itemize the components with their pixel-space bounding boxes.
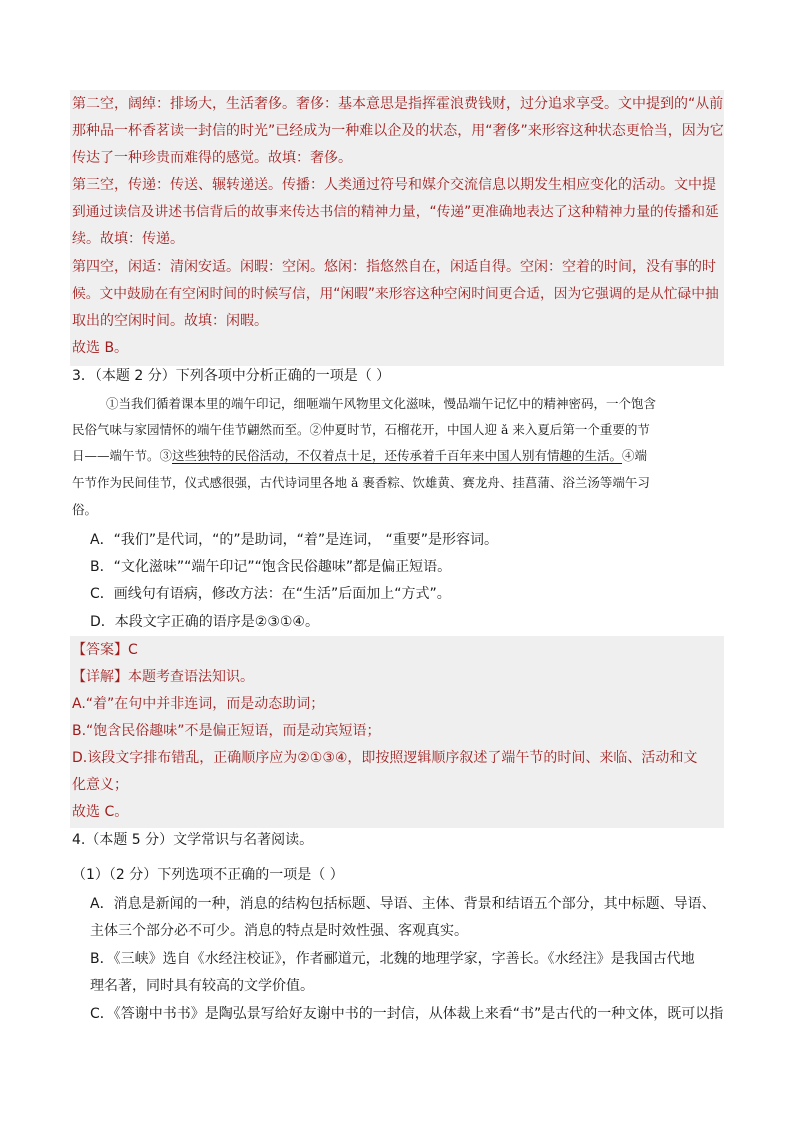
explanation-line: B.“饱含民俗趣味”不是偏正短语，而是动宾短语； [72, 723, 381, 739]
passage-line: 民俗气味与家园情怀的端午佳节翩然而至。②仲夏时节，石榴花开，中国人迎 ǎ 来入夏后第一个重要的节 [72, 422, 650, 437]
passage-line [72, 446, 647, 466]
q4-option-line: 理名著，同时具有较高的文学价值。 [90, 978, 314, 994]
passage-text: 日——端午节。③ [72, 448, 173, 463]
answer-line: 第二空，阔绰：排场大，生活奢侈。奢侈：基本意思是指挥霍浪费钱财，过分追求享受。文中提到的“从前 [72, 96, 724, 112]
answer-line: 传达了一种珍贵而难得的感觉。故填：奢侈。 [72, 150, 352, 166]
explanation-line: 化意义； [72, 777, 128, 793]
answer-line: 取出的空闲时间。故填：闲暇。 [72, 313, 268, 329]
option-c: C．画线句有语病，修改方法：在“生活”后面加上“方式”。 [90, 586, 451, 602]
answer-row [72, 640, 138, 660]
passage-line: 俗。 [72, 502, 98, 517]
answer-line: 那种品一杯香茗读一封信的时光”已经成为一种难以企及的状态，用“奢侈”来形容这种状态更恰当，因为它 [72, 123, 724, 139]
answer-line: 到通过读信及讲述书信背后的故事来传达书信的精神力量，“传递”更准确地表达了这种精神力量的传播和延 [72, 204, 719, 220]
q4-option-line: A．消息是新闻的一种，消息的结构包括标题、导语、主体、背景和结语五个部分，其中标题、导语、 [90, 896, 716, 912]
explanation-line: A.“着”在句中并非连词，而是动态助词； [72, 696, 325, 712]
q4-option-line: C．《答谢中书书》是陶弘景写给好友谢中书的一封信，从体裁上来看“书”是古代的一种文体，既可以指 [90, 1006, 724, 1022]
explanation-line: D.该段文字排布错乱，正确顺序应为②①③④，即按照逻辑顺序叙述了端午节的时间、来临、活动和文 [72, 750, 698, 766]
answer-line: 故选 B。 [72, 340, 129, 356]
answer-value: C [128, 642, 138, 658]
question-3-stem: 3．（本题 2 分）下列各项中分析正确的一项是（ ） [72, 368, 391, 384]
q4-option-line: 主体三个部分必不可少。消息的特点是时效性强、客观真实。 [90, 923, 468, 939]
question-4-stem: 4.（本题 5 分）文学常识与名著阅读。 [72, 832, 314, 848]
answer-line: 续。故填：传递。 [72, 231, 184, 247]
passage-line: ①当我们循着课本里的端午印记，细咂端午风物里文化滋味，慢品端午记忆中的精神密码，一个饱含 [106, 396, 657, 411]
answer-line: 第四空，闲适：清闲安适。闲暇：空闲。悠闲：指悠然自在，闲适自得。空闲：空着的时间，没有事的时 [72, 259, 716, 275]
answer-line: 候。文中鼓励在有空闲时间的时候写信，用“闲暇”来形容这种空闲时间更合适，因为它强调的是从忙碌中抽 [72, 286, 719, 302]
question-4-sub1: （1）（2 分）下列选项不正确的一项是（ ） [72, 867, 344, 883]
answer-line: 第三空，传递：传送、辗转递送。传播：人类通过符号和媒介交流信息以期发生相应变化的活动。文中提 [72, 177, 716, 193]
option-b: B．“文化滋味”“端午印记”“饱含民俗趣味”都是偏正短语。 [90, 559, 452, 575]
detail-label: 【详解】 [72, 669, 128, 685]
underlined-sentence: 这些独特的民俗活动，不仅着点十足，还传承着千百年来中国人别有情趣的生活。 [172, 448, 623, 463]
passage-line: 午节作为民间佳节，仪式感很强，古代诗词里各地 ǎ 裹香粽、饮雄黄、赛龙舟、挂菖蒲、浴兰汤等端午习 [72, 475, 650, 490]
detail-text: 本题考查语法知识。 [128, 669, 254, 685]
q4-option-line: B．《三峡》选自《水经注校证》，作者郦道元，北魏的地理学家，字善长。《水经注》是我国古代地 [90, 951, 695, 967]
option-d: D．本段文字正确的语序是②③①④。 [90, 614, 319, 630]
passage-text: ④端 [622, 448, 648, 463]
option-a: A．“我们”是代词，“的”是助词，“着”是连词， “重要”是形容词。 [90, 532, 499, 548]
detail-row [72, 667, 254, 687]
explanation-line: 故选 C。 [72, 804, 129, 820]
answer-label: 【答案】 [72, 642, 128, 658]
